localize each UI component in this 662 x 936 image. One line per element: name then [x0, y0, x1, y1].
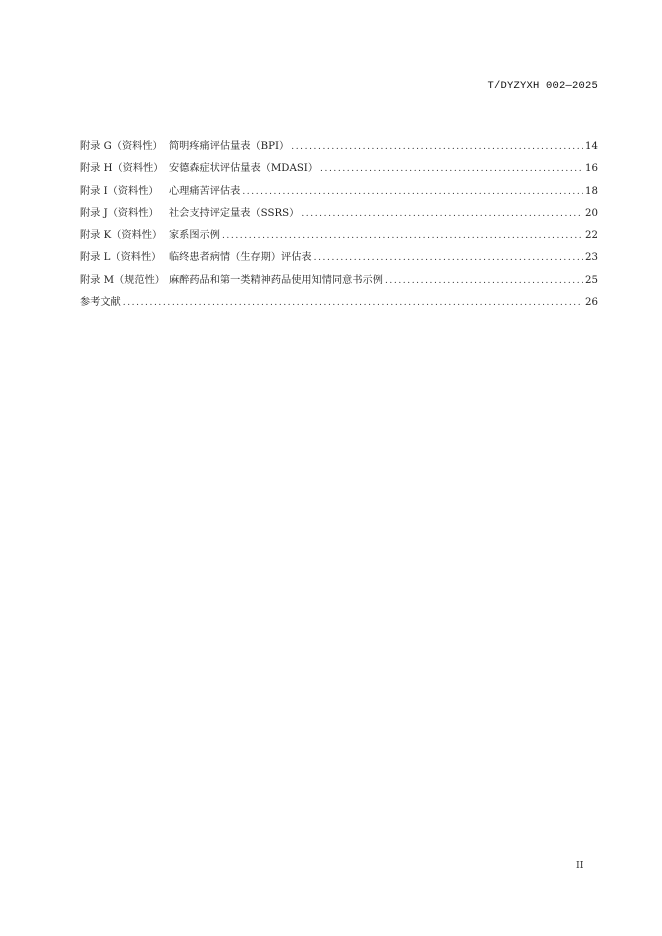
- toc-entry-title: 简明疼痛评估量表（BPI）: [169, 141, 290, 152]
- toc-entry-appendix-i[interactable]: [80, 184, 598, 206]
- toc-dot-leader: [123, 295, 583, 311]
- toc-entry-title: 安德森症状评估量表（MDASI）: [169, 163, 319, 175]
- toc-dot-leader: [301, 206, 583, 222]
- page-number: II: [576, 860, 584, 871]
- toc-entry-prefix: 附录 L（资料性）: [80, 252, 162, 264]
- toc-entry-prefix: 附录 H（资料性）: [80, 163, 164, 175]
- toc-dot-leader: [314, 250, 583, 266]
- toc-entry-appendix-j[interactable]: [80, 206, 598, 228]
- toc-entry-appendix-k[interactable]: [80, 228, 598, 250]
- toc-entry-title: 参考文献: [80, 297, 121, 309]
- toc-entry-page: 18: [585, 185, 598, 197]
- toc-entry-page: 23: [585, 252, 598, 264]
- toc-entry-prefix: 附录 G（资料性）: [80, 141, 163, 152]
- toc-entry-prefix: 附录 K（资料性）: [80, 230, 163, 242]
- toc-dot-leader: [291, 139, 583, 155]
- toc-entry-page: 26: [585, 297, 598, 309]
- toc-dot-leader: [320, 161, 583, 177]
- toc-dot-leader: [385, 273, 583, 289]
- toc-dot-leader: [242, 184, 583, 200]
- toc-entry-title: 临终患者病情（生存期）评估表: [169, 252, 312, 264]
- toc-dot-leader: [222, 228, 583, 244]
- toc-entry-page: 22: [585, 230, 598, 242]
- toc-entry-appendix-h[interactable]: [80, 161, 598, 183]
- toc-entry-appendix-g[interactable]: [80, 139, 598, 161]
- toc-entry-page: 14: [585, 141, 598, 152]
- document-code: T/DYZYXH 002—2025: [487, 80, 598, 92]
- toc-entry-references[interactable]: [80, 295, 598, 317]
- toc-entry-page: 16: [585, 163, 598, 175]
- toc-entry-prefix: 附录 I（资料性）: [80, 185, 159, 197]
- table-of-contents: [80, 139, 598, 317]
- toc-entry-prefix: 附录 J（资料性）: [80, 207, 159, 219]
- toc-entry-appendix-m[interactable]: [80, 273, 598, 295]
- toc-entry-page: 20: [585, 207, 598, 219]
- toc-entry-appendix-l[interactable]: [80, 250, 598, 272]
- toc-entry-page: 25: [585, 274, 598, 286]
- toc-entry-prefix: 附录 M（规范性）: [80, 274, 165, 286]
- toc-entry-title: 心理痛苦评估表: [169, 185, 241, 197]
- toc-entry-title: 家系图示例: [169, 230, 220, 242]
- toc-entry-title: 麻醉药品和第一类精神药品使用知情同意书示例: [169, 274, 383, 286]
- toc-entry-title: 社会支持评定量表（SSRS）: [169, 207, 300, 219]
